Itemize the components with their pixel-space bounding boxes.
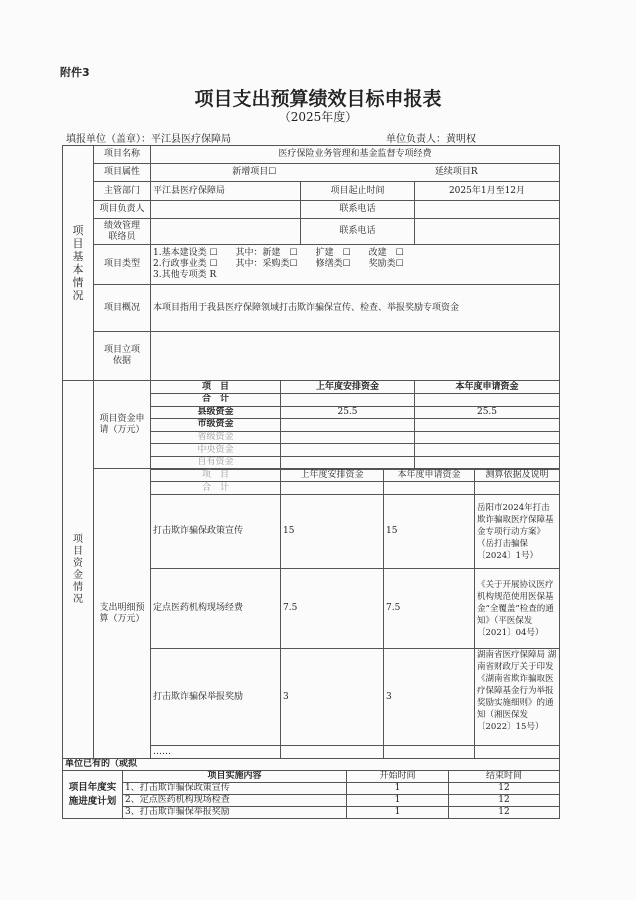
existing-label: 单位已有的（或拟 bbox=[62, 758, 560, 771]
owner-value bbox=[150, 200, 301, 219]
fund-curr bbox=[414, 418, 560, 432]
label: 主管部门 bbox=[93, 181, 151, 201]
project-attribute bbox=[150, 163, 560, 182]
fund-curr: 25.5 bbox=[414, 406, 560, 420]
header: 开始时间 bbox=[346, 770, 449, 783]
cell bbox=[383, 481, 475, 495]
fund-source: 市级资金 bbox=[150, 418, 281, 432]
detail-name: 定点医药机构现场经费 bbox=[150, 568, 281, 649]
header: 上年度安排资金 bbox=[280, 468, 384, 482]
fund-prev bbox=[280, 431, 415, 445]
cell bbox=[280, 481, 384, 495]
attr-continued-checkbox: 延续项目R bbox=[434, 167, 478, 177]
detail-label: 支出明细预算（万元） bbox=[93, 468, 151, 759]
funds-section-label: 项目资金情况 bbox=[62, 380, 94, 759]
detail-basis: 岳阳市2024年打击欺诈骗取医疗保障基金专项行动方案》（岳打击骗保〔2024〕1号） bbox=[474, 494, 560, 569]
unit-leader: 单位负责人：黄明权 bbox=[386, 134, 476, 145]
label: 项目概况 bbox=[93, 284, 151, 332]
header: 测算依据及说明 bbox=[474, 468, 560, 482]
project-type bbox=[150, 244, 560, 285]
plan-end: 12 bbox=[448, 794, 560, 807]
detail-curr: 7.5 bbox=[383, 568, 475, 649]
total-label: 合 计 bbox=[150, 481, 281, 495]
project-period: 2025年1月至12月 bbox=[414, 181, 560, 201]
attr-new-checkbox: 新增项目☐ bbox=[232, 167, 277, 177]
cell bbox=[280, 745, 384, 759]
fund-curr bbox=[414, 393, 560, 407]
type-line: 2.行政事业类 ☐ 其中：采购类☐ 修缮类☐ 奖励类☐ bbox=[153, 259, 404, 269]
plan-start: 1 bbox=[346, 782, 449, 795]
fund-curr bbox=[414, 443, 560, 457]
phone2-value bbox=[414, 218, 560, 245]
fund-prev bbox=[280, 443, 415, 457]
fund-prev bbox=[280, 393, 415, 407]
plan-start: 1 bbox=[346, 794, 449, 807]
ellipsis: …… bbox=[150, 745, 281, 759]
header: 本年度申请资金 bbox=[383, 468, 475, 482]
plan-label: 项目年度实施进度计划 bbox=[62, 770, 123, 819]
plan-start: 1 bbox=[346, 806, 449, 819]
fund-source: 中央资金 bbox=[150, 443, 281, 457]
detail-curr: 15 bbox=[383, 494, 475, 569]
header: 本年度申请资金 bbox=[414, 380, 560, 394]
plan-end: 12 bbox=[448, 782, 560, 795]
detail-prev: 15 bbox=[280, 494, 384, 569]
type-line: 3.其他专项类 R bbox=[153, 270, 217, 280]
header: 项 目 bbox=[150, 468, 281, 482]
phone-value bbox=[414, 200, 560, 219]
page-title: 项目支出预算绩效目标申报表 bbox=[194, 88, 442, 110]
label: 联系电话 bbox=[300, 218, 415, 245]
header: 项 目 bbox=[150, 380, 281, 394]
year-subtitle: （2025年度） bbox=[278, 110, 358, 124]
cell bbox=[474, 745, 560, 759]
fund-source: 省级资金 bbox=[150, 431, 281, 445]
detail-name: 打击欺诈骗保政策宣传 bbox=[150, 494, 281, 569]
label: 项目名称 bbox=[93, 145, 151, 164]
plan-item: 1、打击欺诈骗保政策宣传 bbox=[122, 782, 347, 795]
label: 绩效管理联络员 bbox=[93, 218, 151, 245]
detail-name: 打击欺诈骗保举报奖励 bbox=[150, 648, 281, 746]
plan-item: 2、定点医药机构现场检查 bbox=[122, 794, 347, 807]
project-name: 医疗保险业务管理和基金监督专项经费 bbox=[150, 145, 560, 164]
header: 结束时间 bbox=[448, 770, 560, 783]
basic-section-label: 项目基本情况 bbox=[62, 145, 94, 381]
detail-basis: 湖南省医疗保障局 湖南省财政厅关于印发《湖南省欺诈骗取医疗保障基金行为举报奖励实施细则》的通知（湘医保发〔2022〕15号） bbox=[474, 648, 560, 746]
detail-prev: 7.5 bbox=[280, 568, 384, 649]
header: 项目实施内容 bbox=[122, 770, 347, 783]
detail-basis: 《关于开展协议医疗机构规范使用医保基金“全覆盖”检查的通知》（平医保发〔2021〕04号） bbox=[474, 568, 560, 649]
liaison-value bbox=[150, 218, 301, 245]
cell bbox=[474, 481, 560, 495]
project-overview: 本项目指用于我县医疗保障领域打击欺诈骗保宣传、检查、举报奖励专项资金 bbox=[150, 284, 560, 332]
detail-curr: 3 bbox=[383, 648, 475, 746]
fund-prev bbox=[280, 418, 415, 432]
cell bbox=[383, 745, 475, 759]
plan-end: 12 bbox=[448, 806, 560, 819]
basis-value bbox=[150, 331, 560, 381]
fund-source: 自有资金 bbox=[150, 456, 281, 470]
fund-source: 县级资金 bbox=[150, 406, 281, 420]
fund-prev: 25.5 bbox=[280, 406, 415, 420]
type-line: 1.基本建设类 ☐ 其中：新建 ☐ 扩建 ☐ 改建 ☐ bbox=[153, 248, 404, 258]
label: 项目属性 bbox=[93, 163, 151, 182]
reporting-unit: 填报单位（盖章）：平江县医疗保障局 bbox=[66, 134, 231, 145]
header: 上年度安排资金 bbox=[280, 380, 415, 394]
label: 项目起止时间 bbox=[300, 181, 415, 201]
fund-curr bbox=[414, 431, 560, 445]
label: 项目负责人 bbox=[93, 200, 151, 219]
detail-prev: 3 bbox=[280, 648, 384, 746]
department: 平江县医疗保障局 bbox=[150, 181, 301, 201]
label: 项目立项依据 bbox=[93, 331, 151, 381]
label: 联系电话 bbox=[300, 200, 415, 219]
label: 项目类型 bbox=[93, 244, 151, 285]
apply-label: 项目资金申请（万元） bbox=[93, 380, 151, 469]
plan-item: 3、打击欺诈骗保举报奖励 bbox=[122, 806, 347, 819]
fund-source: 合 计 bbox=[150, 393, 281, 407]
attachment-label: 附件3 bbox=[60, 66, 90, 79]
